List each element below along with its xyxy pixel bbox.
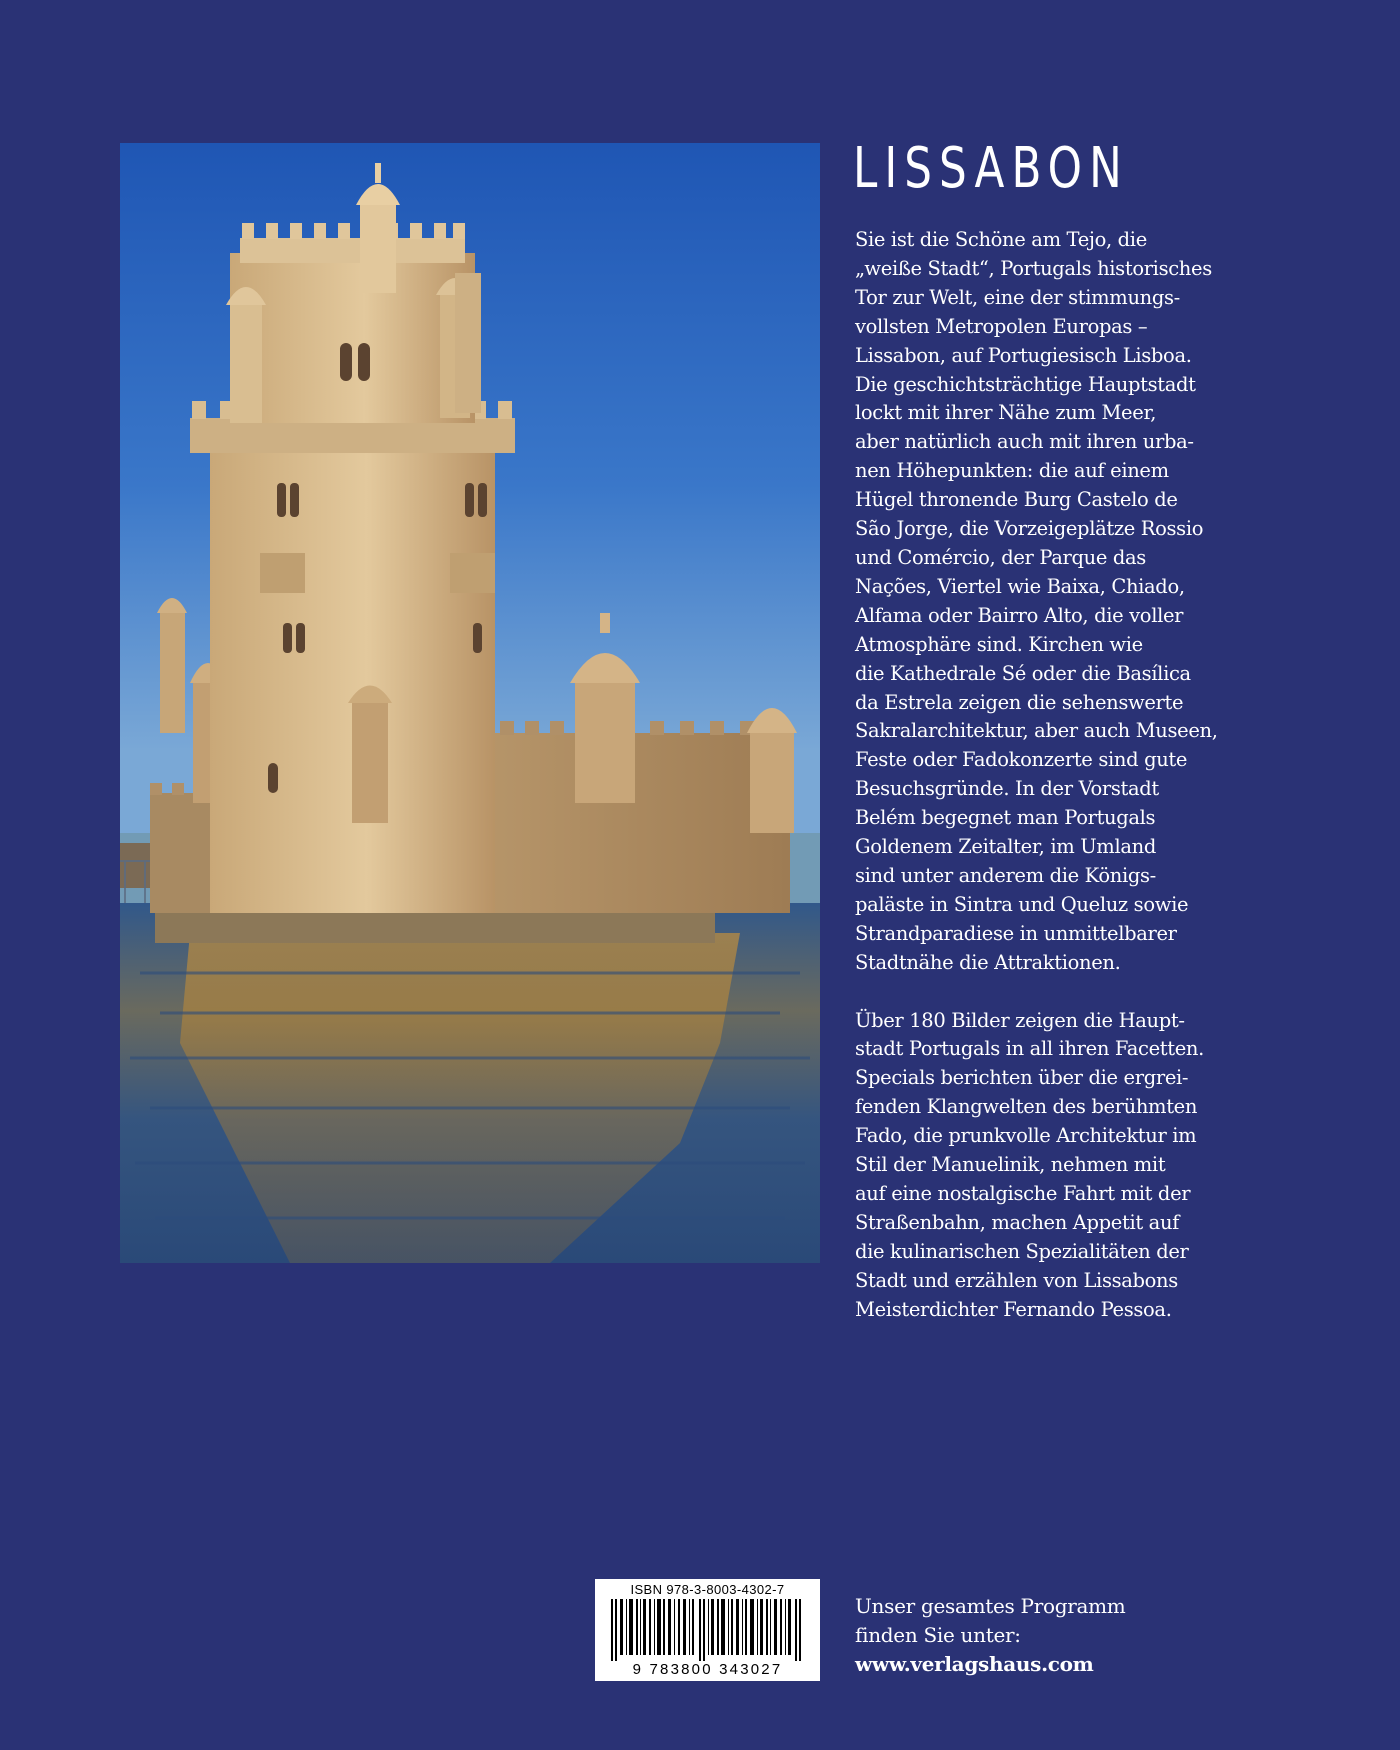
blurb-paragraph-2: Über 180 Bilder zeigen die Haupt- stadt Portugals in all ihren Facetten. Specials berichten über die ergrei- fenden Klangwelten des berühmten Fado, die prunkvolle Architektur im Stil der Manuelinik, nehmen mit auf eine nostalgische Fahrt mit der Straßenbahn, machen Appetit auf die kulinarischen Spezialitäten der Stadt und erzählen von Lissabons Meisterdichter Fernando Pessoa. — [855, 1008, 1204, 1321]
publisher-url[interactable]: www.verlagshaus.com — [855, 1652, 1094, 1676]
publisher-info — [855, 1592, 1125, 1679]
isbn-label: ISBN 978-3-8003-4302-7 — [630, 1582, 785, 1597]
cover-photo — [120, 143, 820, 1263]
blurb-paragraph-1: Sie ist die Schöne am Tejo, die „weiße Stadt“, Portugals historisches Tor zur Welt, eine der stimmungs- vollsten Metropolen Europas – Lissabon, auf Portugiesisch Lisboa. Die geschichtsträchtige Hauptstadt lockt mit ihrer Nähe zum Meer, aber natürlich auch mit ihren urba- nen Höhepunkten: die auf einem Hügel thronende Burg Castelo de São Jorge, die Vorzeigeplätze Rossio und Comércio, der Parque das Nações, Viertel wie Baixa, Chiado, Alfama oder Bairro Alto, die voller Atmosphäre sind. Kirchen wie die Kathedrale Sé oder die Basílica da Estrela zeigen die sehenswerte Sakralarchitektur, aber auch Museen, Feste oder Fadokonzerte sind gute Besuchsgründe. In der Vorstadt Belém begegnet man Portugals Goldenem Zeitalter, im Umland sind unter anderem die Königs- paläste in Sintra und Queluz sowie Strandparadiese in unmittelbarer Stadtnähe die Attraktionen. — [855, 228, 1218, 974]
barcode-bars — [599, 1599, 816, 1661]
isbn-barcode — [595, 1579, 820, 1681]
publisher-line-2: finden Sie unter: — [855, 1623, 1021, 1647]
book-title: LISSABON — [853, 136, 1129, 201]
publisher-line-1: Unser gesamtes Programm — [855, 1594, 1126, 1618]
blurb-text — [855, 226, 1295, 1354]
barcode-digits: 9 783800 343027 — [632, 1661, 783, 1678]
